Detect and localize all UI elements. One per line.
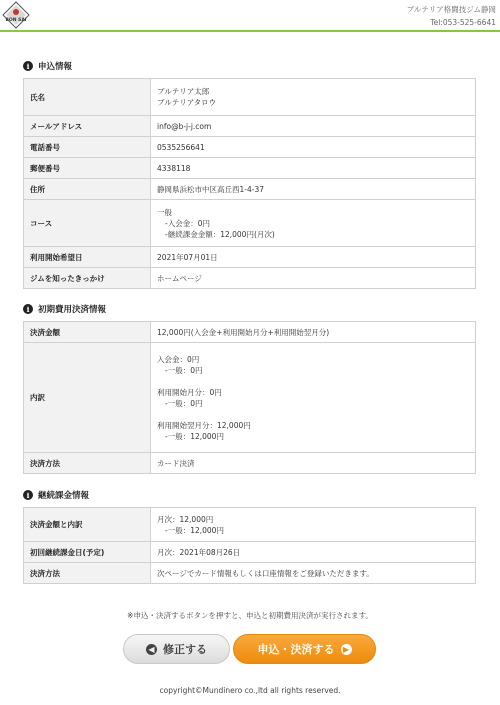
- bonsai-logo[interactable]: [2, 1, 30, 29]
- first-billing-label: 初回継続課金日(予定): [24, 542, 151, 563]
- table-row: [24, 343, 476, 453]
- back-button-label: 修正する: [163, 643, 207, 656]
- submit-button[interactable]: [233, 634, 376, 664]
- course-value: 一般 -入会金：0円 -継続課金金額：12,000円(月次): [151, 200, 476, 247]
- email-label: メールアドレス: [24, 116, 151, 137]
- referral-value: ホームページ: [151, 268, 476, 289]
- start-date-value: 2021年07月01日: [151, 247, 476, 268]
- phone-number[interactable]: Tel:053-525-6641: [430, 18, 496, 27]
- table-row: [24, 200, 476, 247]
- logo-text: BON SAI: [5, 18, 27, 23]
- submit-note: ※申込・決済するボタンを押すと、申込と初期費用決済が実行されます。: [127, 611, 373, 620]
- table-row: [24, 158, 476, 179]
- name-label: 氏名: [24, 79, 151, 116]
- initial-payment-table: [23, 321, 476, 474]
- name-value: ブルテリア太郎 ブルテリアタロウ: [151, 79, 476, 116]
- table-row: [24, 322, 476, 343]
- table-row: [24, 116, 476, 137]
- recurring-method-label: 決済方法: [24, 563, 151, 584]
- table-row: [24, 179, 476, 200]
- back-button[interactable]: [123, 634, 230, 664]
- address-value: 静岡県浜松市中区高丘西1-4-37: [151, 179, 476, 200]
- start-date-label: 利用開始希望日: [24, 247, 151, 268]
- postal-value: 4338118: [151, 158, 476, 179]
- submit-button-label: 申込・決済する: [257, 643, 335, 656]
- copyright: copyright©Mundinero co.,ltd all rights reserved.: [159, 686, 341, 695]
- table-row: [24, 268, 476, 289]
- header-contact: [407, 3, 496, 29]
- recurring-method-value: 次ページでカード情報もしくは口座情報をご登録いただきます。: [151, 563, 476, 584]
- payment-amount-value: 12,000円(入会金+利用開始月分+利用開始翌月分): [151, 322, 476, 343]
- email-value: info@b-j-j.com: [151, 116, 476, 137]
- recurring-table: [23, 507, 476, 584]
- info-circle-icon: i: [23, 490, 33, 500]
- course-label: コース: [24, 200, 151, 247]
- payment-amount-label: 決済金額: [24, 322, 151, 343]
- payment-method-label: 決済方法: [24, 453, 151, 474]
- application-table: [23, 78, 476, 289]
- arrow-left-circle-icon: ◀: [146, 644, 157, 655]
- info-circle-icon: i: [23, 304, 33, 314]
- table-row: [24, 79, 476, 116]
- first-billing-value: 月次：2021年08月26日: [151, 542, 476, 563]
- table-row: [24, 542, 476, 563]
- recurring-amount-label: 決済金額と内訳: [24, 508, 151, 542]
- site-header: [0, 0, 500, 32]
- table-row: [24, 508, 476, 542]
- phone-label: 電話番号: [24, 137, 151, 158]
- table-row: [24, 563, 476, 584]
- info-circle-icon: i: [23, 61, 33, 71]
- phone-value: 0535256641: [151, 137, 476, 158]
- postal-label: 郵便番号: [24, 158, 151, 179]
- recurring-section-title: i 継続課金情報: [23, 489, 89, 501]
- referral-label: ジムを知ったきっかけ: [24, 268, 151, 289]
- breakdown-value: 入会金：0円 -一般：0円 利用開始月分：0円 -一般：0円 利用開始翌月分：12,000円 -一般：12,000円: [151, 343, 476, 453]
- breakdown-label: 内訳: [24, 343, 151, 453]
- arrow-right-circle-icon: ▶: [341, 644, 352, 655]
- payment-method-value: カード決済: [151, 453, 476, 474]
- initial-payment-section-title: i 初期費用決済情報: [23, 303, 106, 315]
- table-row: [24, 137, 476, 158]
- table-row: [24, 453, 476, 474]
- application-section-title: i 申込情報: [23, 60, 72, 72]
- company-name: ブルテリア格闘技ジム静岡: [406, 5, 496, 14]
- recurring-amount-value: 月次：12,000円 -一般：12,000円: [151, 508, 476, 542]
- address-label: 住所: [24, 179, 151, 200]
- table-row: [24, 247, 476, 268]
